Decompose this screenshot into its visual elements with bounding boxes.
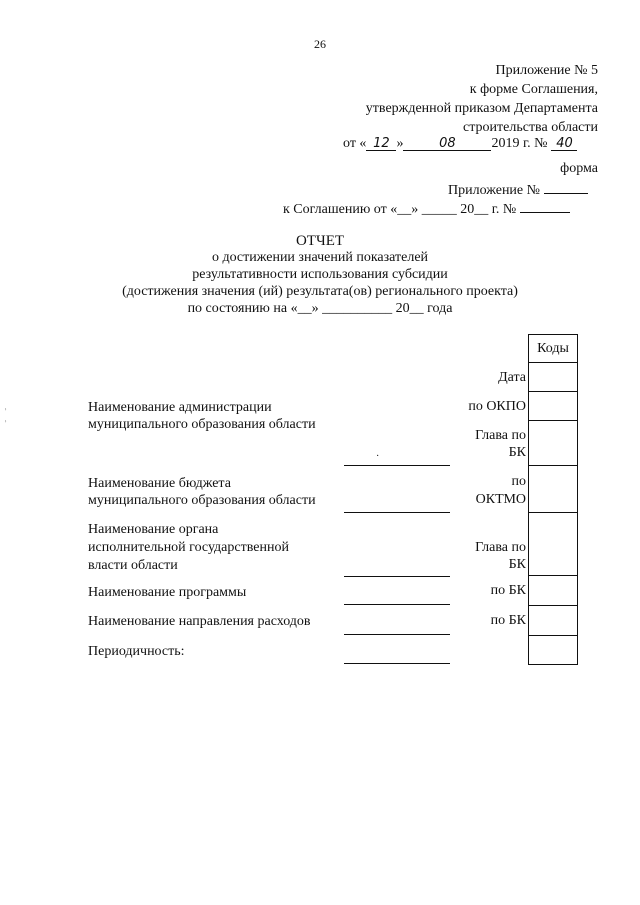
date-year: 2019 г. № xyxy=(491,136,548,151)
appendix-line2: к форме Соглашения, xyxy=(469,82,598,97)
form-agreement-number-blank xyxy=(520,198,570,213)
blank-admin[interactable] xyxy=(344,465,450,466)
code-cell-direction[interactable] xyxy=(528,605,578,636)
label-budget-1: Наименование бюджета xyxy=(88,476,231,491)
appendix-date-line xyxy=(343,136,577,152)
report-subtitle-2: результативности использования субсидии xyxy=(192,267,448,282)
form-appendix-number-blank xyxy=(544,179,588,194)
form-appendix-line xyxy=(448,179,588,199)
date-day: 12 xyxy=(366,136,396,151)
page-number: 26 xyxy=(314,37,326,51)
label-program-code: по БК xyxy=(490,583,526,598)
code-cell-periodicity[interactable] xyxy=(528,635,578,665)
blank-organ[interactable] xyxy=(344,576,450,577)
label-oktmo-b: ОКТМО xyxy=(475,492,526,507)
blank-direction[interactable] xyxy=(344,634,450,635)
code-cell-glava-bk-2[interactable] xyxy=(528,512,578,576)
label-organ-2: исполнительной государственной xyxy=(88,540,289,555)
label-direction: Наименование направления расходов xyxy=(88,614,311,629)
label-periodicity: Периодичность: xyxy=(88,644,185,659)
date-mid: » xyxy=(396,136,404,151)
label-budget-2: муниципального образования области xyxy=(88,493,316,508)
form-agreement-line xyxy=(283,198,570,218)
label-organ-3: власти области xyxy=(88,558,178,573)
report-subtitle-3: (достижения значения (ий) результата(ов) регионального проекта) xyxy=(122,284,518,299)
appendix-line4: строительства области xyxy=(463,120,598,135)
label-glava-bk-1a: Глава по xyxy=(475,428,526,443)
blank-budget[interactable] xyxy=(344,512,450,513)
scan-dot: · xyxy=(376,451,380,462)
report-subtitle-4: по состоянию на «__» __________ 20__ года xyxy=(187,301,453,316)
report-title: ОТЧЕТ xyxy=(295,233,345,249)
codes-header: Коды xyxy=(537,341,569,356)
label-direction-code: по БК xyxy=(490,613,526,628)
code-cell-okpo[interactable] xyxy=(528,391,578,421)
blank-program[interactable] xyxy=(344,604,450,605)
appendix-line1: Приложение № 5 xyxy=(495,63,598,78)
code-cell-glava-bk-1[interactable] xyxy=(528,420,578,466)
scan-mark-2: ⸒ xyxy=(4,412,8,423)
label-glava-bk-2b: БК xyxy=(508,557,526,572)
label-admin-1: Наименование администрации xyxy=(88,400,272,415)
date-prefix: от « xyxy=(343,136,367,151)
report-subtitle-1: о достижении значений показателей xyxy=(211,250,429,265)
appendix-line3: утвержденной приказом Департамента xyxy=(365,101,598,116)
scan-mark-1: ⸒ xyxy=(4,400,8,411)
label-date: Дата xyxy=(498,370,526,385)
appendix-number: 40 xyxy=(551,136,577,151)
code-cell-oktmo[interactable] xyxy=(528,465,578,513)
label-glava-bk-2a: Глава по xyxy=(475,540,526,555)
label-admin-2: муниципального образования области xyxy=(88,417,316,432)
codes-header-cell xyxy=(528,334,578,363)
label-glava-bk-1b: БК xyxy=(508,445,526,460)
form-appendix-label: Приложение № xyxy=(448,183,540,198)
date-month: 08 xyxy=(403,136,491,151)
label-program: Наименование программы xyxy=(88,585,247,600)
form-label: форма xyxy=(560,161,598,176)
code-cell-date[interactable] xyxy=(528,362,578,392)
label-okpo: по ОКПО xyxy=(468,399,526,414)
label-organ-1: Наименование органа xyxy=(88,522,219,537)
form-agreement-text: к Соглашению от «__» _____ 20__ г. № xyxy=(283,202,517,217)
code-cell-program[interactable] xyxy=(528,575,578,606)
label-oktmo-a: по xyxy=(511,474,526,489)
blank-periodicity[interactable] xyxy=(344,663,450,664)
